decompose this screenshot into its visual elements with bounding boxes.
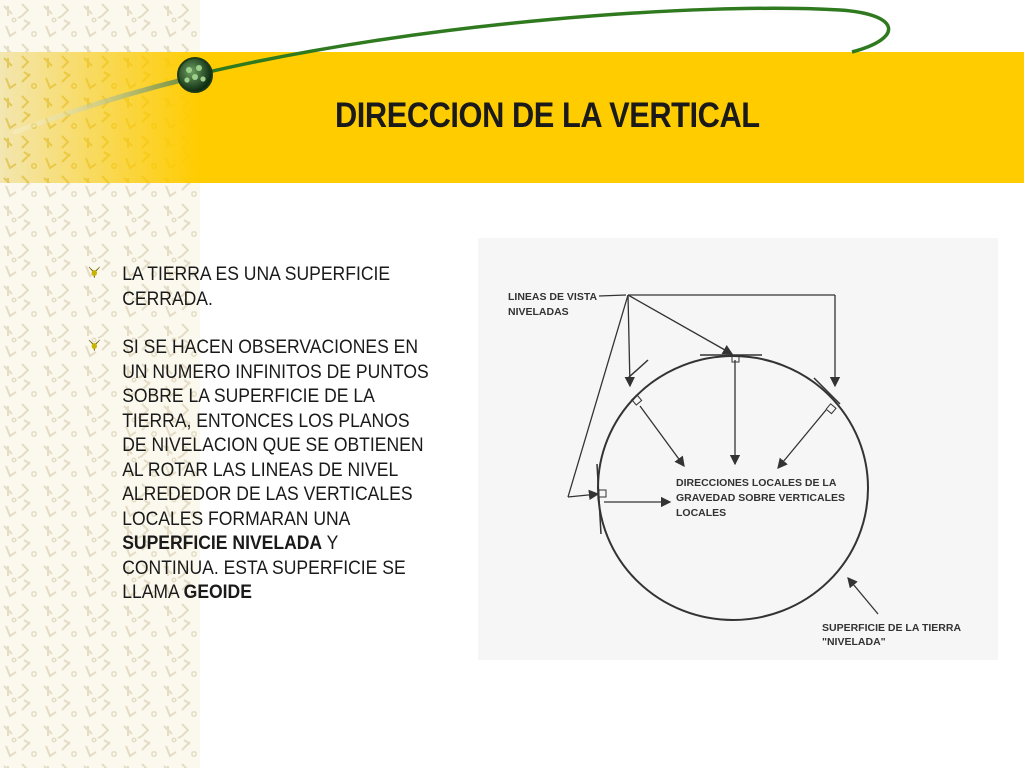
bullet-item (88, 335, 437, 605)
sight-line (628, 295, 732, 354)
label-lines-of-sight: LINEAS DE VISTA NIVELADAS (508, 291, 598, 318)
gravity-arrow (640, 406, 684, 466)
label-surface: SUPERFICIE DE LA TIERRA "NIVELADA" (822, 622, 962, 648)
bullet-text: Y CONTINUA. ESTA SUPERFICIE SE LLAMA (122, 532, 406, 603)
sight-line (628, 295, 630, 386)
surface-pointer (848, 578, 878, 614)
right-angle-mark (826, 404, 836, 414)
sight-line (599, 295, 626, 296)
bullet-bold-term: SUPERFICIE NIVELADA (122, 532, 323, 554)
sight-line (568, 295, 628, 497)
bullet-text: LA TIERRA ES UNA SUPERFICIE CERRADA. (122, 263, 391, 310)
bullet-item (88, 262, 437, 311)
geoid-diagram (478, 238, 998, 660)
gravity-arrow (778, 410, 826, 468)
bullet-text: SI SE HACEN OBSERVACIONES EN UN NUMERO INFINITOS DE PUNTOS SOBRE LA SUPERFICIE DE LA TIERRA, ENTONCES LOS PLANOS DE NIVELACION QUE SE OBTIENEN AL ROTAR LAS LINEAS DE NIVEL ALREDEDOR DE LAS VERTICALES LOCALES FORMARAN UNA (122, 336, 429, 530)
tangent-right (814, 378, 840, 404)
bullet-list (88, 262, 428, 629)
sight-line (568, 494, 598, 497)
diagram-svg (478, 238, 998, 660)
slide-title: DIRECCION DE LA VERTICAL (335, 96, 760, 135)
tangent-left (628, 360, 648, 378)
label-gravity-directions: DIRECCIONES LOCALES DE LA GRAVEDAD SOBRE VERTICALES LOCALES (676, 477, 845, 519)
bullet-bold-term: GEOIDE (183, 581, 252, 603)
bullet-icon (88, 265, 101, 279)
bullet-icon (88, 338, 101, 352)
right-angle-mark (599, 490, 606, 497)
